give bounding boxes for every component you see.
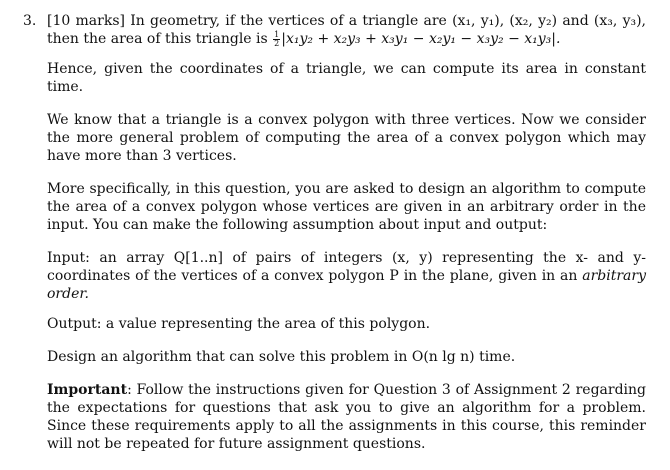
- half-fraction: [273, 31, 280, 48]
- important-label: Important: [47, 382, 128, 398]
- question-intro: [47, 12, 646, 48]
- important-text: : Follow the instructions given for Question 3 of Assignment 2 regarding the expectations for questions that ask you to give an algorithm for a problem. Since these requirements apply to all the assignments in this course, this reminder will not be repeated for future assignment questions.: [47, 382, 646, 452]
- paragraph-hence: Hence, given the coordinates of a triangle, we can compute its area in constant time.: [47, 61, 646, 95]
- input-spec: [47, 249, 646, 303]
- question-number: 3.: [23, 13, 37, 29]
- input-emphasis: arbitrary order.: [47, 268, 646, 302]
- input-text: Input: an array Q[1..n] of pairs of integers (x, y) representing the x- and y-coordinates of the vertices of a convex polygon P in the plane, given in an: [47, 250, 646, 284]
- fraction-denominator: 2: [274, 38, 280, 48]
- paragraph-convex: We know that a triangle is a convex polygon with three vertices. Now we consider the more general problem of computing the area of a convex polygon which may have more than 3 vertices.: [47, 112, 646, 164]
- output-spec: Output: a value representing the area of this polygon.: [47, 316, 431, 332]
- intro-text: In geometry, if the vertices of a triangle are (x₁, y₁), (x₂, y₂) and (x₃, y₃), then the area of this triangle is: [47, 13, 646, 47]
- fraction-numerator: 1: [274, 29, 280, 39]
- area-formula: |x₁y₂ + x₂y₃ + x₃y₁ − x₂y₁ − x₃y₂ − x₁y₃|.: [281, 31, 561, 47]
- marks-label: [10 marks]: [47, 13, 125, 29]
- important-note: [47, 381, 646, 453]
- question-3: [23, 12, 646, 48]
- paragraph-specific: More specifically, in this question, you are asked to design an algorithm to compute the area of a convex polygon whose vertices are given in an arbitrary order in the input. You can make the following assumption about input and output:: [47, 181, 646, 233]
- design-instruction: Design an algorithm that can solve this problem in O(n lg n) time.: [47, 349, 516, 365]
